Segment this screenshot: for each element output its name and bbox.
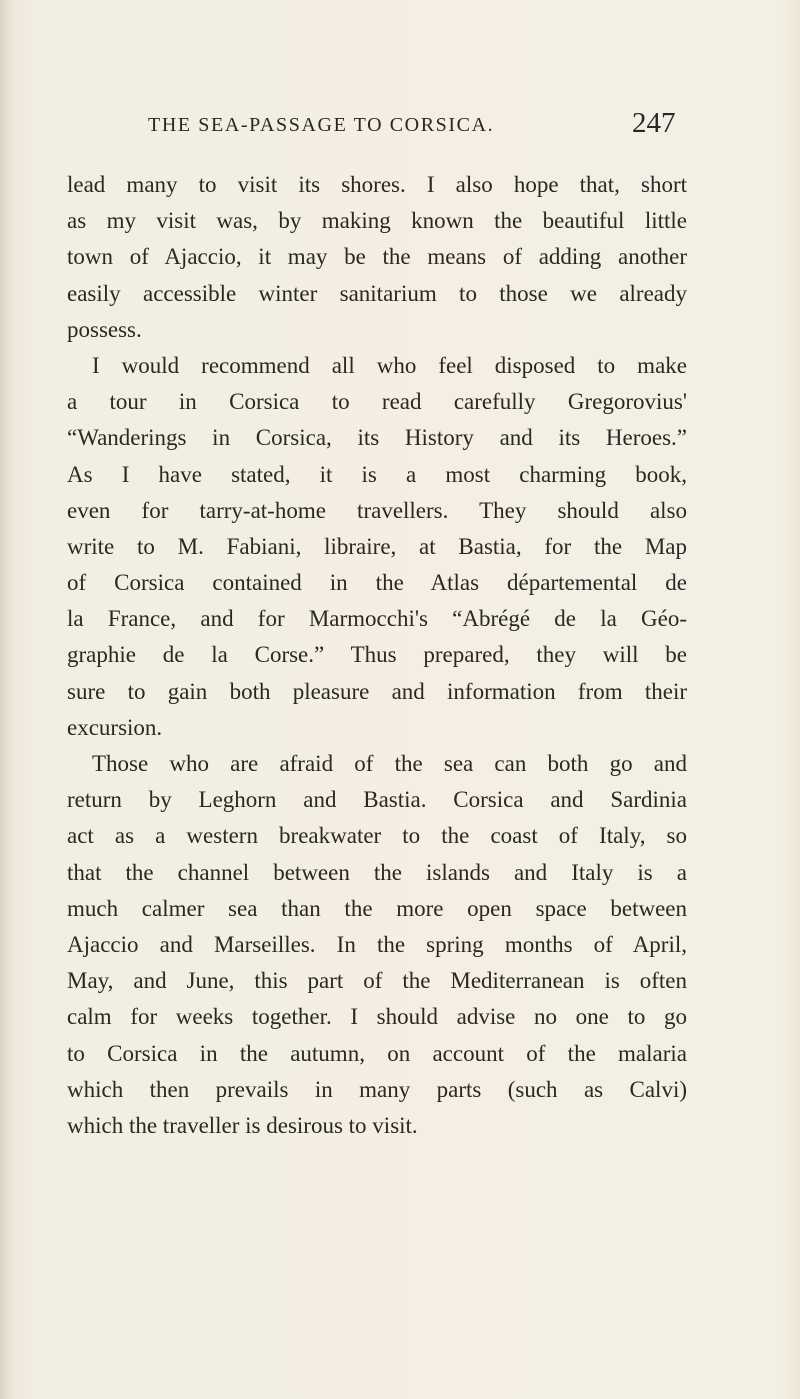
running-title: THE SEA-PASSAGE TO CORSICA. <box>148 114 495 136</box>
text-line: write to M. Fabiani, libraire, at Bastia, for the Map <box>67 533 687 559</box>
text-line: la France, and for Marmocchi's “Abrégé de la Géo- <box>67 606 687 632</box>
text-line: even for tarry-at-home travellers. They should also <box>67 497 687 523</box>
text-line: I would recommend all who feel disposed to make <box>92 352 687 378</box>
text-line: lead many to visit its shores. I also hope that, short <box>67 172 687 197</box>
text-line: a tour in Corsica to read carefully Gregorovius' <box>67 389 687 415</box>
text-line: of Corsica contained in the Atlas départemental de <box>67 570 687 596</box>
text-line: which the traveller is desirous to visit. <box>67 1112 418 1138</box>
text-line: possess. <box>67 316 142 342</box>
page-header <box>0 107 800 144</box>
text-line: as my visit was, by making known the beautiful little <box>67 208 687 234</box>
text-line: Ajaccio and Marseilles. In the spring months of April, <box>67 931 687 957</box>
text-line: easily accessible winter sanitarium to those we already <box>67 280 687 306</box>
text-line: act as a western breakwater to the coast of Italy, so <box>67 823 687 849</box>
text-line: which then prevails in many parts (such as Calvi) <box>67 1076 687 1102</box>
text-line: to Corsica in the autumn, on account of the malaria <box>67 1040 687 1066</box>
page-number: 247 <box>632 107 676 139</box>
text-line: Those who are afraid of the sea can both go and <box>92 751 687 776</box>
text-line: calm for weeks together. I should advise no one to go <box>67 1004 687 1030</box>
body-text <box>67 167 687 1144</box>
text-line: return by Leghorn and Bastia. Corsica and Sardinia <box>67 787 687 813</box>
text-line: graphie de la Corse.” Thus prepared, they will be <box>67 642 687 668</box>
text-line: that the channel between the islands and Italy is a <box>67 859 687 885</box>
text-line: “Wanderings in Corsica, its History and its Heroes.” <box>67 425 687 451</box>
text-line: much calmer sea than the more open space between <box>67 895 687 921</box>
text-line: excursion. <box>67 714 163 740</box>
text-line: May, and June, this part of the Mediterranean is often <box>67 968 687 994</box>
text-line: sure to gain both pleasure and information from their <box>67 678 687 704</box>
text-line: As I have stated, it is a most charming book, <box>67 461 687 487</box>
text-line: town of Ajaccio, it may be the means of adding another <box>67 244 687 270</box>
